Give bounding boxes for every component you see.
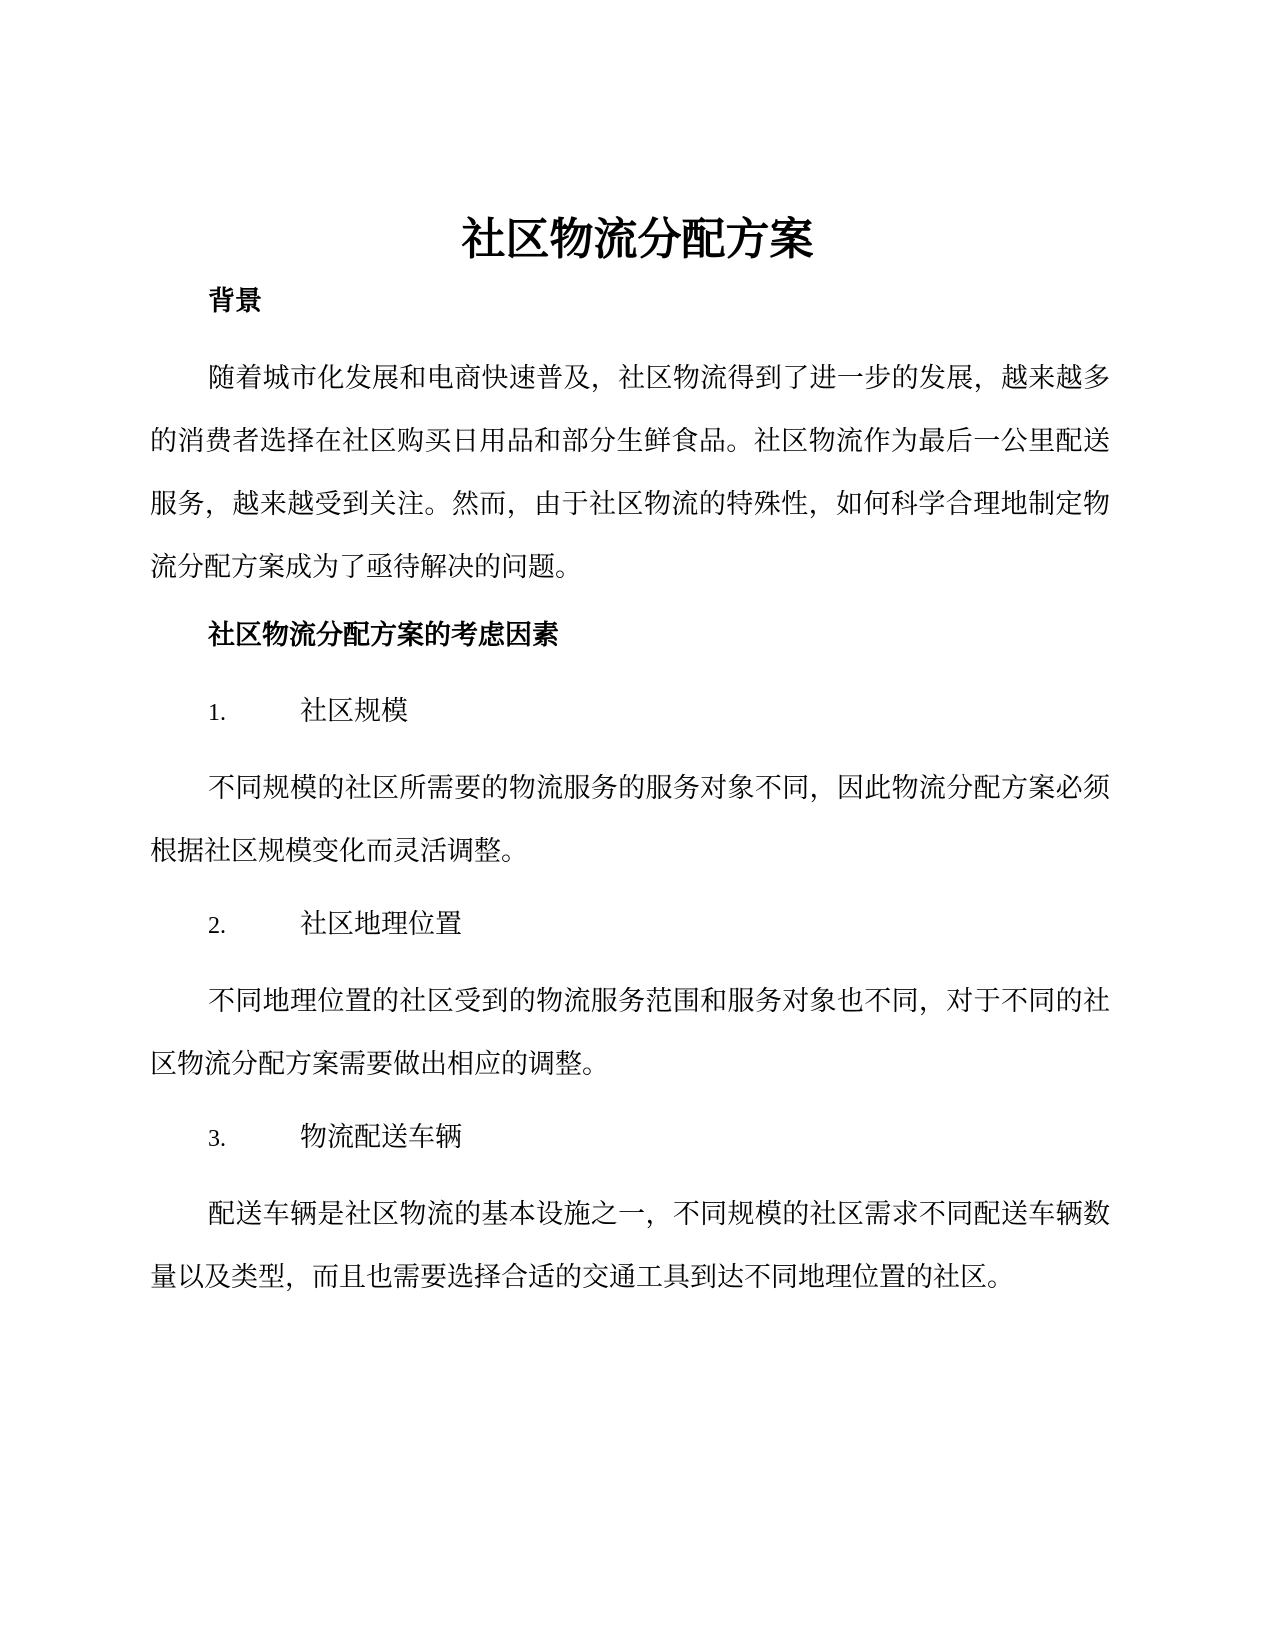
list-item-1	[208, 694, 408, 731]
background-paragraph: 随着城市化发展和电商快速普及，社区物流得到了进一步的发展，越来越多的消费者选择在社区购买日用品和部分生鲜食品。社区物流作为最后一公里配送服务，越来越受到关注。然而，由于社区物流的特殊性，如何科学合理地制定物流分配方案成为了亟待解决的问题。	[150, 363, 1110, 583]
list-item-number: 3.	[208, 1126, 226, 1152]
list-item-label: 社区地理位置	[300, 909, 462, 940]
list-item-2	[208, 907, 462, 944]
factor-3-paragraph: 配送车辆是社区物流的基本设施之一，不同规模的社区需求不同配送车辆数量以及类型，而且也需要选择合适的交通工具到达不同地理位置的社区。	[150, 1199, 1110, 1293]
list-item-3	[208, 1120, 462, 1157]
list-item-label: 物流配送车辆	[300, 1122, 462, 1153]
document-title: 社区物流分配方案	[461, 214, 814, 265]
section-heading-factors: 社区物流分配方案的考虑因素	[208, 620, 559, 651]
list-item-label: 社区规模	[300, 696, 408, 727]
list-item-number: 1.	[208, 700, 226, 726]
factor-2-paragraph: 不同地理位置的社区受到的物流服务范围和服务对象也不同，对于不同的社区物流分配方案需要做出相应的调整。	[150, 986, 1110, 1080]
list-item-number: 2.	[208, 913, 226, 939]
section-heading-background: 背景	[208, 286, 262, 317]
factor-1-paragraph: 不同规模的社区所需要的物流服务的服务对象不同，因此物流分配方案必须根据社区规模变化而灵活调整。	[150, 773, 1110, 867]
